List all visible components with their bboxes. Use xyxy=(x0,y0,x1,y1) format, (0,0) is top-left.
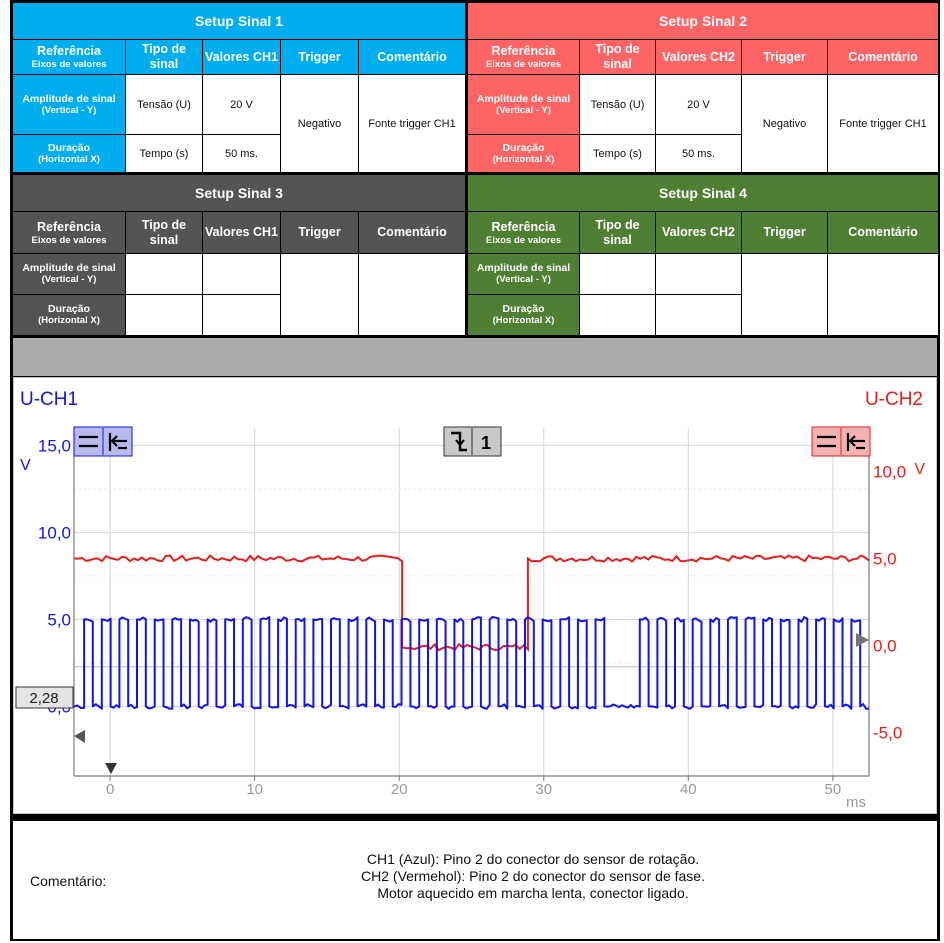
comment-line: CH2 (Vermehol): Pino 2 do conector do sensor de fase. xyxy=(361,868,705,884)
oscilloscope-chart xyxy=(14,378,936,813)
cursor-value-box[interactable] xyxy=(16,687,73,708)
chart-grid xyxy=(74,428,869,776)
x-tick-label: 40 xyxy=(679,781,697,798)
y-left-tick-label: 10,0 xyxy=(37,523,71,543)
comment-label: Comentário: xyxy=(30,873,107,889)
row-duracao: Duração (Horizontal X) xyxy=(468,295,580,336)
col-valores: Valores CH2 xyxy=(656,212,742,254)
col-referencia: Referência Eixos de valores xyxy=(13,212,126,254)
cell-valor-duracao: 50 ms. xyxy=(656,135,742,173)
trigger-time-marker[interactable] xyxy=(105,763,117,774)
cell-valor-duracao xyxy=(656,295,742,336)
cell-tipo-amplitude xyxy=(126,254,203,295)
cell-trigger xyxy=(742,254,828,336)
col-valores: Valores CH1 xyxy=(203,212,281,254)
y-left-unit: V xyxy=(20,457,31,474)
cell-valor-amplitude xyxy=(203,254,281,295)
ch2-scale-button[interactable] xyxy=(812,427,870,456)
comment-line: CH1 (Azul): Pino 2 do conector do sensor de rotação. xyxy=(366,851,700,867)
cell-comentario xyxy=(828,254,939,336)
comment-line: Motor aquecido em marcha lenta, conector ligado. xyxy=(377,885,689,901)
col-valores: Valores CH1 xyxy=(203,40,281,75)
chart-series xyxy=(74,556,869,709)
x-tick-label: 20 xyxy=(390,781,408,798)
cell-trigger: Negativo xyxy=(742,75,828,173)
cell-comentario xyxy=(359,254,466,336)
col-trigger: Trigger xyxy=(281,212,359,254)
x-tick-label: 50 xyxy=(824,781,842,798)
cell-comentario: Fonte trigger CH1 xyxy=(828,75,939,173)
y-right-tick-label: 10,0 xyxy=(873,462,907,482)
comment-text xyxy=(243,851,823,902)
x-tick-label: 30 xyxy=(535,781,553,798)
col-tipo: Tipo de sinal xyxy=(126,40,203,75)
cell-valor-amplitude: 20 V xyxy=(656,75,742,135)
col-tipo: Tipo de sinal xyxy=(580,40,656,75)
col-referencia: Referência Eixos de valores xyxy=(13,40,126,75)
trigger-button[interactable] xyxy=(444,427,501,456)
comment-box xyxy=(13,821,937,939)
cursor-value: 2,28 xyxy=(29,690,59,707)
x-tick-label: 0 xyxy=(105,781,115,798)
cell-valor-amplitude xyxy=(656,254,742,295)
chart-ticks xyxy=(38,436,906,798)
row-duracao: Duração (Horizontal X) xyxy=(13,135,126,173)
cell-tipo-amplitude: Tensão (U) xyxy=(580,75,656,135)
row-amplitude: Amplitude de sinal (Vertical - Y) xyxy=(13,75,126,135)
separator-bar xyxy=(13,338,937,376)
ch2-zero-marker[interactable] xyxy=(856,633,869,647)
setup-table-4 xyxy=(467,174,939,336)
trigger-channel: 1 xyxy=(480,433,492,453)
y-right-tick-label: 0,0 xyxy=(873,636,897,656)
cell-tipo-amplitude: Tensão (U) xyxy=(126,75,203,135)
col-trigger: Trigger xyxy=(742,40,828,75)
col-comentario: Comentário xyxy=(828,40,939,75)
x-unit: ms xyxy=(846,794,866,811)
cell-valor-duracao xyxy=(203,295,281,336)
ch1-label: U-CH1 xyxy=(20,389,79,410)
col-valores: Valores CH2 xyxy=(656,40,742,75)
col-comentario: Comentário xyxy=(359,40,466,75)
col-comentario: Comentário xyxy=(359,212,466,254)
row-amplitude: Amplitude de sinal (Vertical - Y) xyxy=(468,254,580,295)
col-comentario: Comentário xyxy=(828,212,939,254)
y-left-tick-label: 5,0 xyxy=(47,610,71,630)
cell-tipo-duracao: Tempo (s) xyxy=(580,135,656,173)
cell-valor-duracao: 50 ms. xyxy=(203,135,281,173)
setup-title: Setup Sinal 3 xyxy=(13,175,466,212)
row-duracao: Duração (Horizontal X) xyxy=(468,135,580,173)
y-left-tick-label: 15,0 xyxy=(37,436,71,456)
cell-tipo-duracao xyxy=(126,295,203,336)
col-tipo: Tipo de sinal xyxy=(126,212,203,254)
setup-title: Setup Sinal 2 xyxy=(468,3,939,40)
col-referencia: Referência Eixos de valores xyxy=(468,40,580,75)
cell-trigger: Negativo xyxy=(281,75,359,173)
row-duracao: Duração (Horizontal X) xyxy=(13,295,126,336)
ch1-scale-button[interactable] xyxy=(74,427,132,456)
col-tipo: Tipo de sinal xyxy=(580,212,656,254)
y-right-unit: V xyxy=(914,461,925,478)
oscilloscope-panel xyxy=(13,377,937,814)
cell-valor-amplitude: 20 V xyxy=(203,75,281,135)
setup-table-1 xyxy=(12,2,466,173)
setup-table-2 xyxy=(467,2,939,173)
cell-tipo-duracao: Tempo (s) xyxy=(126,135,203,173)
chart-axes xyxy=(74,428,869,776)
col-referencia: Referência Eixos de valores xyxy=(468,212,580,254)
cell-comentario: Fonte trigger CH1 xyxy=(359,75,466,173)
row-amplitude: Amplitude de sinal (Vertical - Y) xyxy=(13,254,126,295)
x-tick-label: 10 xyxy=(246,781,264,798)
ch2-label: U-CH2 xyxy=(864,389,923,410)
ch1-zero-marker[interactable] xyxy=(74,730,85,743)
col-trigger: Trigger xyxy=(742,212,828,254)
cell-tipo-duracao xyxy=(580,295,656,336)
row-amplitude: Amplitude de sinal (Vertical - Y) xyxy=(468,75,580,135)
y-right-tick-label: 5,0 xyxy=(873,549,897,569)
setup-title: Setup Sinal 1 xyxy=(13,3,466,40)
col-trigger: Trigger xyxy=(281,40,359,75)
cell-tipo-amplitude xyxy=(580,254,656,295)
cell-trigger xyxy=(281,254,359,336)
y-right-tick-label: -5,0 xyxy=(873,723,903,743)
setup-table-3 xyxy=(12,174,466,336)
setup-title: Setup Sinal 4 xyxy=(468,175,939,212)
